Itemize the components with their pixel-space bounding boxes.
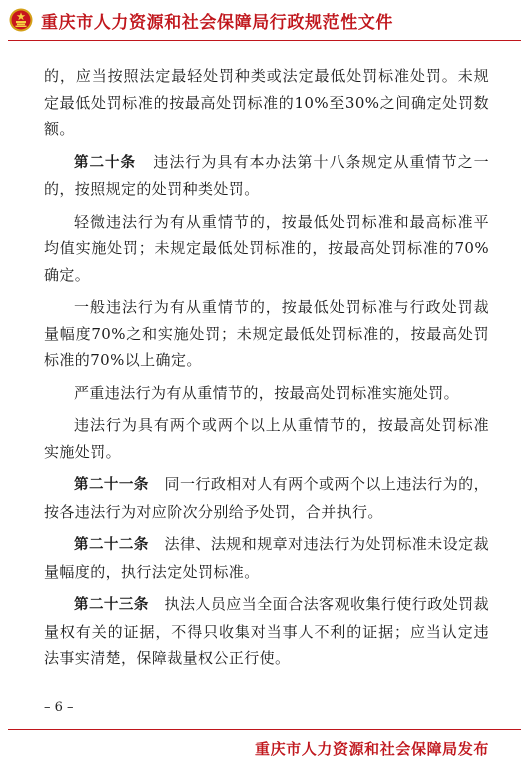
paragraph-text: 同一行政相对人有两个或两个以上违法行为的，按各违法行为对应阶次分别给予处罚，合并执行。: [44, 475, 490, 521]
paragraph: [44, 63, 489, 143]
article-number: 第二十三条: [74, 597, 149, 613]
header-title: 重庆市人力资源和社会保障局行政规范性文件: [41, 13, 393, 33]
paragraph: [44, 294, 489, 374]
paragraph: [44, 209, 489, 289]
article-number: 第二十条: [74, 154, 137, 171]
paragraph-text: 一般违法行为有从重情节的，按最低处罚标准与行政处罚裁量幅度70%之和实施处罚；未规定最低处罚标准的，按最高处罚标准的70%以上确定。: [44, 298, 489, 369]
document-body: [44, 63, 489, 678]
document-header: [0, 0, 529, 50]
paragraph-text: 法律、法规和规章对违法行为处罚标准未设定裁量幅度的，执行法定处罚标准。: [44, 535, 490, 581]
paragraph-text: 的，应当按照法定最轻处罚种类或法定最低处罚标准处罚。未规定最低处罚标准的按最高处罚标准的10%至30%之间确定处罚数额。: [44, 67, 489, 138]
paragraph: [44, 412, 489, 465]
paragraph-text: 执法人员应当全面合法客观收集行使行政处罚裁量权有关的证据，不得只收集对当事人不利的证据；应当认定违法事实清楚，保障裁量权公正行使。: [44, 595, 490, 667]
article-number: 第二十一条: [74, 477, 149, 493]
paragraph-text: 违法行为具有本办法第十八条规定从重情节之一的，按照规定的处罚种类处罚。: [44, 152, 489, 198]
page-number: – 6 –: [44, 700, 74, 715]
paragraph-text: 违法行为具有两个或两个以上从重情节的，按最高处罚标准实施处罚。: [44, 416, 489, 461]
paragraph: [44, 531, 489, 585]
paragraph-text: 轻微违法行为有从重情节的，按最低处罚标准和最高标准平均值实施处罚；未规定最低处罚标准的，按最高处罚标准的70%确定。: [44, 212, 489, 284]
paragraph: [44, 380, 489, 407]
article-number: 第二十二条: [74, 537, 149, 553]
paragraph: [44, 591, 489, 672]
footer-divider: [8, 729, 521, 730]
paragraph: [44, 149, 489, 203]
national-emblem-icon: [9, 8, 33, 32]
paragraph-text: 严重违法行为有从重情节的，按最高处罚标准实施处罚。: [74, 383, 460, 402]
header-divider: [8, 40, 521, 41]
paragraph: [44, 471, 489, 525]
footer-publisher: 重庆市人力资源和社会保障局发布: [254, 740, 489, 758]
